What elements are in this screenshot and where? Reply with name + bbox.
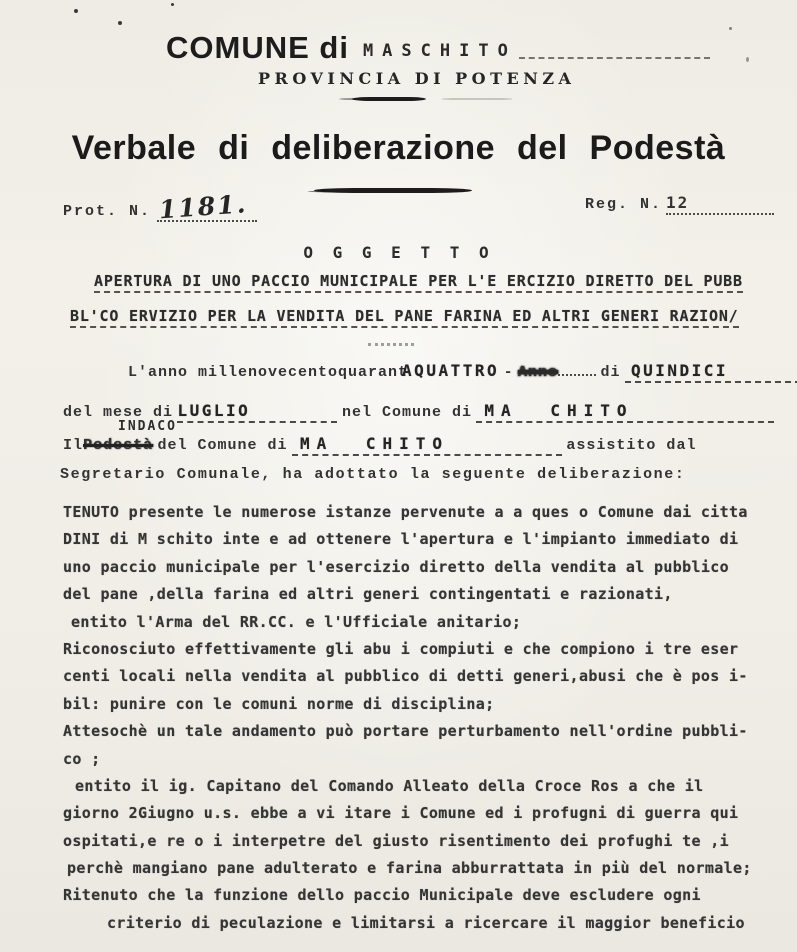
protocol-number-row — [63, 189, 257, 225]
deliberation-body — [63, 503, 769, 941]
reg-value: 12 — [666, 193, 690, 212]
ink-dot — [118, 21, 122, 25]
smudge-mark — [368, 343, 414, 346]
di-label: di — [600, 364, 621, 381]
ink-dot — [746, 57, 749, 62]
il-label: Il — [63, 437, 84, 454]
month-typed-value: LUGLIO — [177, 401, 337, 423]
blank-segment — [558, 374, 596, 376]
overtyped-sindaco: INDACO — [118, 419, 177, 434]
body-line: uno paccio municipale per l'esercizio diretto della vendita al pubblico — [63, 557, 730, 576]
struck-podesta: Podestà — [83, 437, 154, 454]
body-line: giorno 2Giugno u.s. ebbe a vi itare i Comune ed i profugni di guerra qui — [63, 804, 739, 823]
oggetto-heading: O G G E T T O — [303, 243, 494, 262]
podesta-end-text: assistito dal — [566, 437, 697, 454]
day-typed-value: QUINDICI — [625, 361, 797, 383]
body-line: TENUTO presente le numerose istanze pervenute a a ques o Comune dai citta — [63, 503, 748, 521]
body-line: criterio di peculazione e limitarsi a ricercare il maggior beneficio — [107, 913, 745, 932]
year-printed-text: L'anno millenovecentoquarant — [128, 364, 409, 381]
body-line: del pane ,della farina ed altri generi contingentati e razionati, — [63, 585, 673, 604]
comune-name: MASCHITO — [362, 41, 517, 61]
body-line: Ritenuto che la funzione dello paccio Municipale deve escludere ogni — [63, 886, 701, 905]
reg-underline — [666, 193, 774, 215]
prot-value: 1181. — [158, 189, 249, 225]
masthead — [166, 32, 710, 63]
provincia-label: PROVINCIA DI POTENZA — [258, 69, 576, 88]
ink-dot — [729, 27, 732, 30]
comune-printed-text: nel Comune di — [341, 404, 472, 421]
page-title: Verbale di deliberazione del Podestà — [71, 129, 726, 167]
podesta-comune-value: MA CHITO — [292, 434, 562, 456]
ink-dot — [74, 9, 78, 13]
body-line: entito l'Arma del RR.CC. e l'Ufficiale anitario; — [71, 612, 522, 631]
month-printed-text: del mese di — [63, 404, 174, 421]
body-line: Riconosciuto effettivamente gli abu i compiuti e che compiono i tre eser — [63, 639, 739, 658]
oggetto-line-1: APERTURA DI UNO PACCIO MUNICIPALE PER L'E ERCIZIO DIRETTO DEL PUBB — [94, 272, 743, 293]
body-line: bil: punire con le comuni norme di disciplina; — [63, 694, 495, 713]
body-line: entito il ig. Capitano del Comando Alleato della Croce Ros a che il — [75, 776, 704, 795]
podesta-line — [63, 434, 696, 456]
body-line: ospitati,e re o i interpetre del giusto risentimento dei profughi te ,i — [63, 831, 730, 850]
ink-dot — [171, 3, 174, 6]
body-line: centi locali nella vendita al pubblico di detti generi,abusi che è pos i- — [63, 667, 748, 686]
blotted-word: Anno — [518, 364, 559, 381]
dash: - — [503, 364, 514, 381]
year-typed-value: AQUATTRO — [402, 361, 500, 380]
reg-label: Reg. N. — [585, 196, 663, 213]
body-line: co ; — [63, 749, 101, 768]
comune-typed-value: MA CHITO — [476, 401, 774, 423]
masthead-rule — [519, 57, 710, 59]
year-line — [128, 361, 797, 383]
body-line: DINI di M schito inte e ad ottenere l'apertura e l'impianto immediato di — [63, 530, 739, 549]
body-line: Attesochè un tale andamento può portare perturbamento nell'ordine pubbli- — [63, 722, 748, 741]
divider-flourish — [352, 97, 426, 101]
body-line: perchè mangiano pane adulterato e farina abburrattata in più del normale; — [67, 859, 752, 878]
prot-label: Prot. N. — [63, 203, 152, 220]
comune-prefix: COMUNE di — [166, 30, 349, 65]
divider-flourish — [314, 188, 472, 193]
oggetto-line-2: BL'CO ERVIZIO PER LA VENDITA DEL PANE FARINA ED ALTRI GENERI RAZION/ — [70, 307, 739, 328]
podesta-mid-text: del Comune di — [157, 437, 288, 454]
segretario-line: Segretario Comunale, ha adottato la seguente deliberazione: — [60, 466, 686, 483]
prot-underline — [157, 189, 257, 225]
register-number-row — [585, 193, 774, 215]
